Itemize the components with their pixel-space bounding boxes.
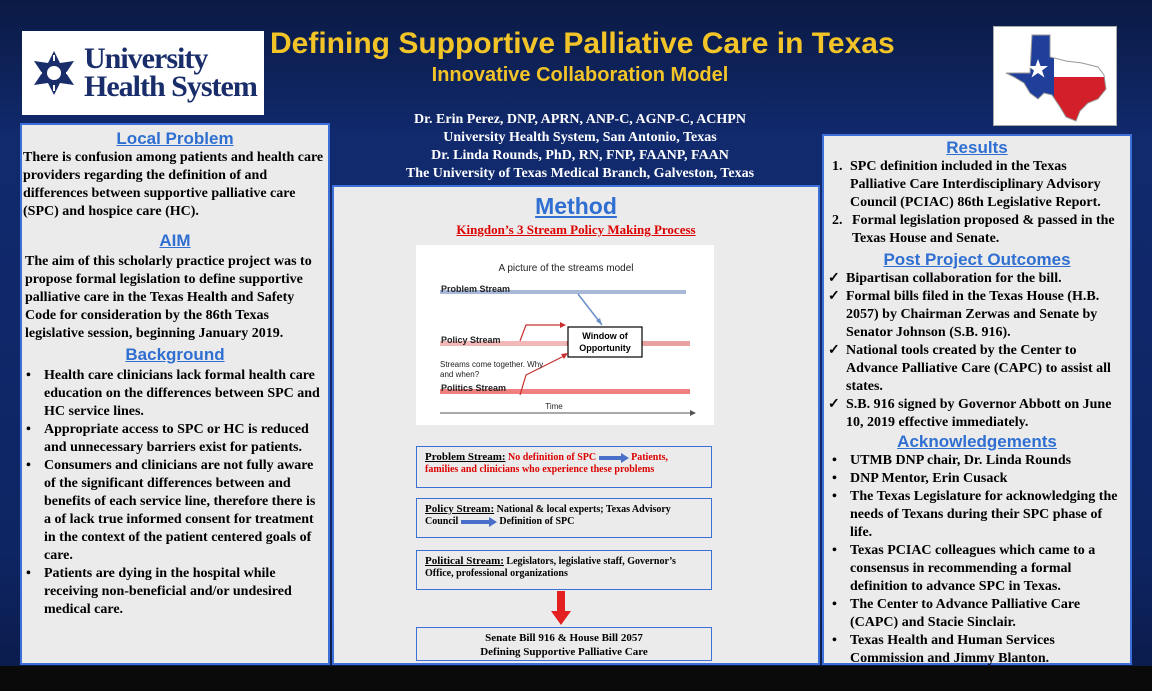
list-item: • Patients are dying in the hospital while receiving non-beneficial and/or undesired medical care. [26,566,292,617]
politics-stream-label: Politics Stream [441,383,507,393]
streams-model-diagram [416,245,714,425]
university-health-system-logo [22,31,264,115]
down-arrow-icon [551,591,571,625]
list-item: • DNP Mentor, Erin Cusack [832,471,1008,486]
list-item: • The Center to Advance Palliative Care (CAPC) and Stacie Sinclair. [832,597,1081,630]
local-problem-heading: Local Problem [116,129,234,148]
logo-line-1: University [84,42,208,75]
diagram-question-1: Streams come together. Why [440,360,544,369]
poster-title: Defining Supportive Palliative Care in Texas [270,27,895,60]
author-block [340,111,820,183]
list-item: • Consumers and clinicians are not fully aware of the significant differences between and benefits of each service line, therefore there is a of lack true informed consent for treatment in the context of the patient centered goals of care. [26,458,316,563]
background-list [22,367,328,619]
acknowledgements-list [824,452,1130,668]
list-item: • UTMB DNP chair, Dr. Linda Rounds [832,453,1072,468]
local-problem-text: There is confusion among patients and health care providers regarding the definition of and differences between supportive palliative care (SPC) and hospice care (HC). [23,150,324,219]
list-item: • Texas PCIAC colleagues which came to a consensus in recommending a formal definition to advance SPC in Texas. [832,543,1096,594]
problem-stream-label: Problem Stream [441,284,511,294]
author-line: Dr. Linda Rounds, PhD, RN, FNP, FAANP, FAAN [431,148,729,163]
author-line: Dr. Erin Perez, DNP, APRN, ANP-C, AGNP-C, ACHPN [414,112,746,127]
poster-subtitle: Innovative Collaboration Model [431,64,729,86]
logo-line-2: Health System [84,70,257,103]
diagram-question-2: and when? [440,370,480,379]
check-icon: ✓ [828,343,840,358]
post-outcomes-list [824,270,1130,432]
list-item: ✓ Bipartisan collaboration for the bill. [828,271,1062,286]
post-project-outcomes-heading: Post Project Outcomes [883,250,1071,269]
author-line: The University of Texas Medical Branch, Galveston, Texas [405,166,755,181]
bottom-border [0,666,1152,691]
list-item: 2. Formal legislation proposed & passed in the Texas House and Senate. [832,213,1115,246]
outcome-line: Defining Supportive Palliative Care [480,646,648,658]
left-panel [20,123,330,665]
right-arrow-icon [599,453,629,463]
acknowledgements-heading: Acknowledgements [897,432,1057,451]
problem-stream-box: Problem Stream: No definition of SPC Patients, families and clinicians who experience these problems [416,446,712,488]
check-icon: ✓ [828,289,840,304]
aim-heading: AIM [159,231,191,250]
kingdon-subheading: Kingdon’s 3 Stream Policy Making Process [456,222,696,237]
policy-stream-label: Policy Stream [441,335,501,345]
method-heading: Method [535,193,617,219]
svg-text:Window of: Window of [582,331,628,341]
list-item: ✓ National tools created by the Center to Advance Palliative Care (CAPC) to assist all states. [828,343,1111,394]
background-heading: Background [125,345,225,364]
results-list [824,158,1130,248]
political-stream-box: Political Stream: Legislators, legislative staff, Governor’s Office, professional organizations [416,550,712,590]
list-item: ✓ Formal bills filed in the Texas House (H.B. 2057) by Chairman Zerwas and Senate by Senator Johnson (S.B. 916). [828,289,1100,340]
diagram-caption: A picture of the streams model [498,263,634,274]
results-heading: Results [946,138,1008,157]
list-item: • Health care clinicians lack formal health care education on the differences between SPC and HC service lines. [26,368,320,419]
right-panel [822,134,1132,665]
list-item: • Texas Health and Human Services Commission and Jimmy Blanton. [832,633,1055,666]
legislation-outcome-box [416,627,712,661]
right-arrow-icon [461,517,497,527]
star-logo-icon [30,49,78,97]
list-item: • The Texas Legislature for acknowledging the needs of Texans during their SPC phase of life. [832,489,1118,540]
policy-stream-box: Policy Stream: National & local experts; Texas Advisory Council Definition of SPC [416,498,712,538]
author-line: University Health System, San Antonio, Texas [443,130,717,145]
outcome-line: Senate Bill 916 & House Bill 2057 [485,632,643,644]
svg-text:Opportunity: Opportunity [579,343,631,353]
texas-flag-map-image [993,26,1117,126]
center-panel [332,185,820,665]
check-icon: ✓ [828,397,840,412]
list-item: 1. SPC definition included in the Texas Palliative Care Interdisciplinary Advisory Council (PCIAC) 86th Legislative Report. [832,159,1101,210]
aim-text: The aim of this scholarly practice project was to propose formal legislation to define supportive palliative care in the Texas Health and Safety Code for consideration by the 86th Texas legislative session, beginning January 2019. [25,254,312,341]
list-item: • Appropriate access to SPC or HC is reduced and unnecessary barriers exist for patients. [26,422,309,455]
time-label: Time [545,402,563,411]
list-item: ✓ S.B. 916 signed by Governor Abbott on June 10, 2019 effective immediately. [828,397,1112,430]
check-icon: ✓ [828,271,840,286]
